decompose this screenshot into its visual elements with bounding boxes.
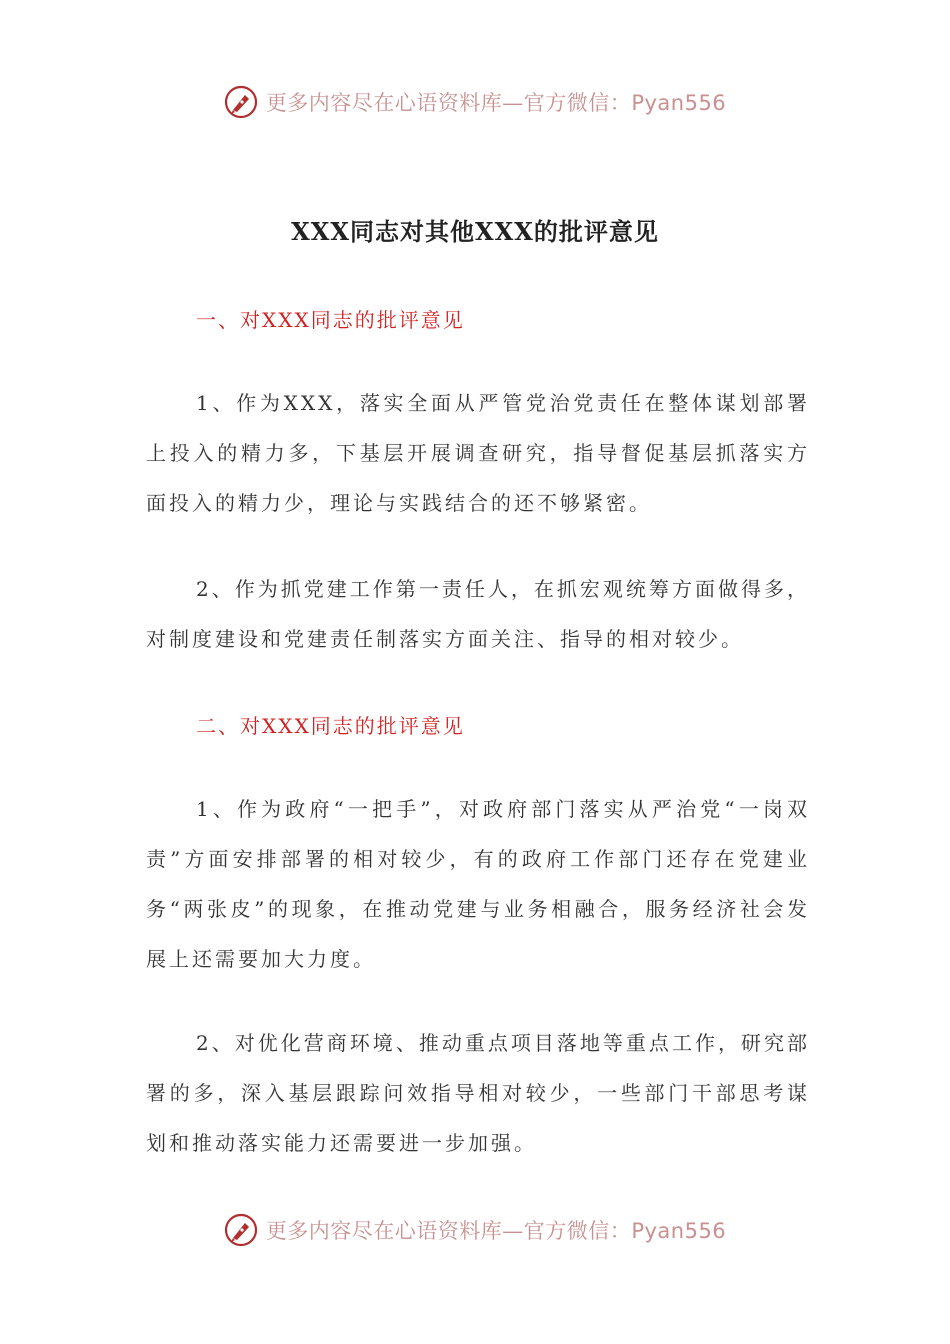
banner-text	[266, 87, 726, 117]
document-title: XXX同志对其他XXX的批评意见	[291, 217, 659, 246]
banner-label: 更多内容尽在心语资料库—官方微信：	[265, 91, 632, 115]
banner-label: 更多内容尽在心语资料库—官方微信：	[265, 1219, 632, 1243]
pen-nib-logo-icon	[224, 85, 258, 119]
banner-content	[224, 1213, 726, 1247]
section-1-paragraph-1: 1、作为XXX，落实全面从严管党治党责任在整体谋划部署上投入的精力多，下基层开展调查研究，指导督促基层抓落实方面投入的精力少，理论与实践结合的还不够紧密。	[146, 391, 810, 515]
section-1-paragraph-2: 2、作为抓党建工作第一责任人，在抓宏观统筹方面做得多，对制度建设和党建责任制落实方面关注、指导的相对较少。	[146, 577, 810, 651]
section-2-paragraph-2: 2、对优化营商环境、推动重点项目落地等重点工作，研究部署的多，深入基层跟踪问效指导相对较少，一些部门干部思考谋划和推动落实能力还需要进一步加强。	[146, 1031, 810, 1155]
section-heading-2: 二、对XXX同志的批评意见	[196, 714, 465, 738]
section-2-paragraph-1: 1、作为政府“一把手”，对政府部门落实从严治党“一岗双责”方面安排部署的相对较少，有的政府工作部门还存在党建业务“两张皮”的现象，在推动党建与业务相融合，服务经济社会发展上还需要加大力度。	[146, 797, 810, 971]
section-heading-1: 一、对XXX同志的批评意见	[196, 308, 465, 332]
banner-content	[224, 85, 726, 119]
footer-banner	[0, 1208, 950, 1252]
banner-wechat-id: Pyan556	[631, 1219, 727, 1243]
pen-nib-logo-icon	[224, 1213, 258, 1247]
banner-text	[266, 1215, 726, 1245]
banner-wechat-id: Pyan556	[631, 91, 727, 115]
header-banner	[0, 80, 950, 124]
